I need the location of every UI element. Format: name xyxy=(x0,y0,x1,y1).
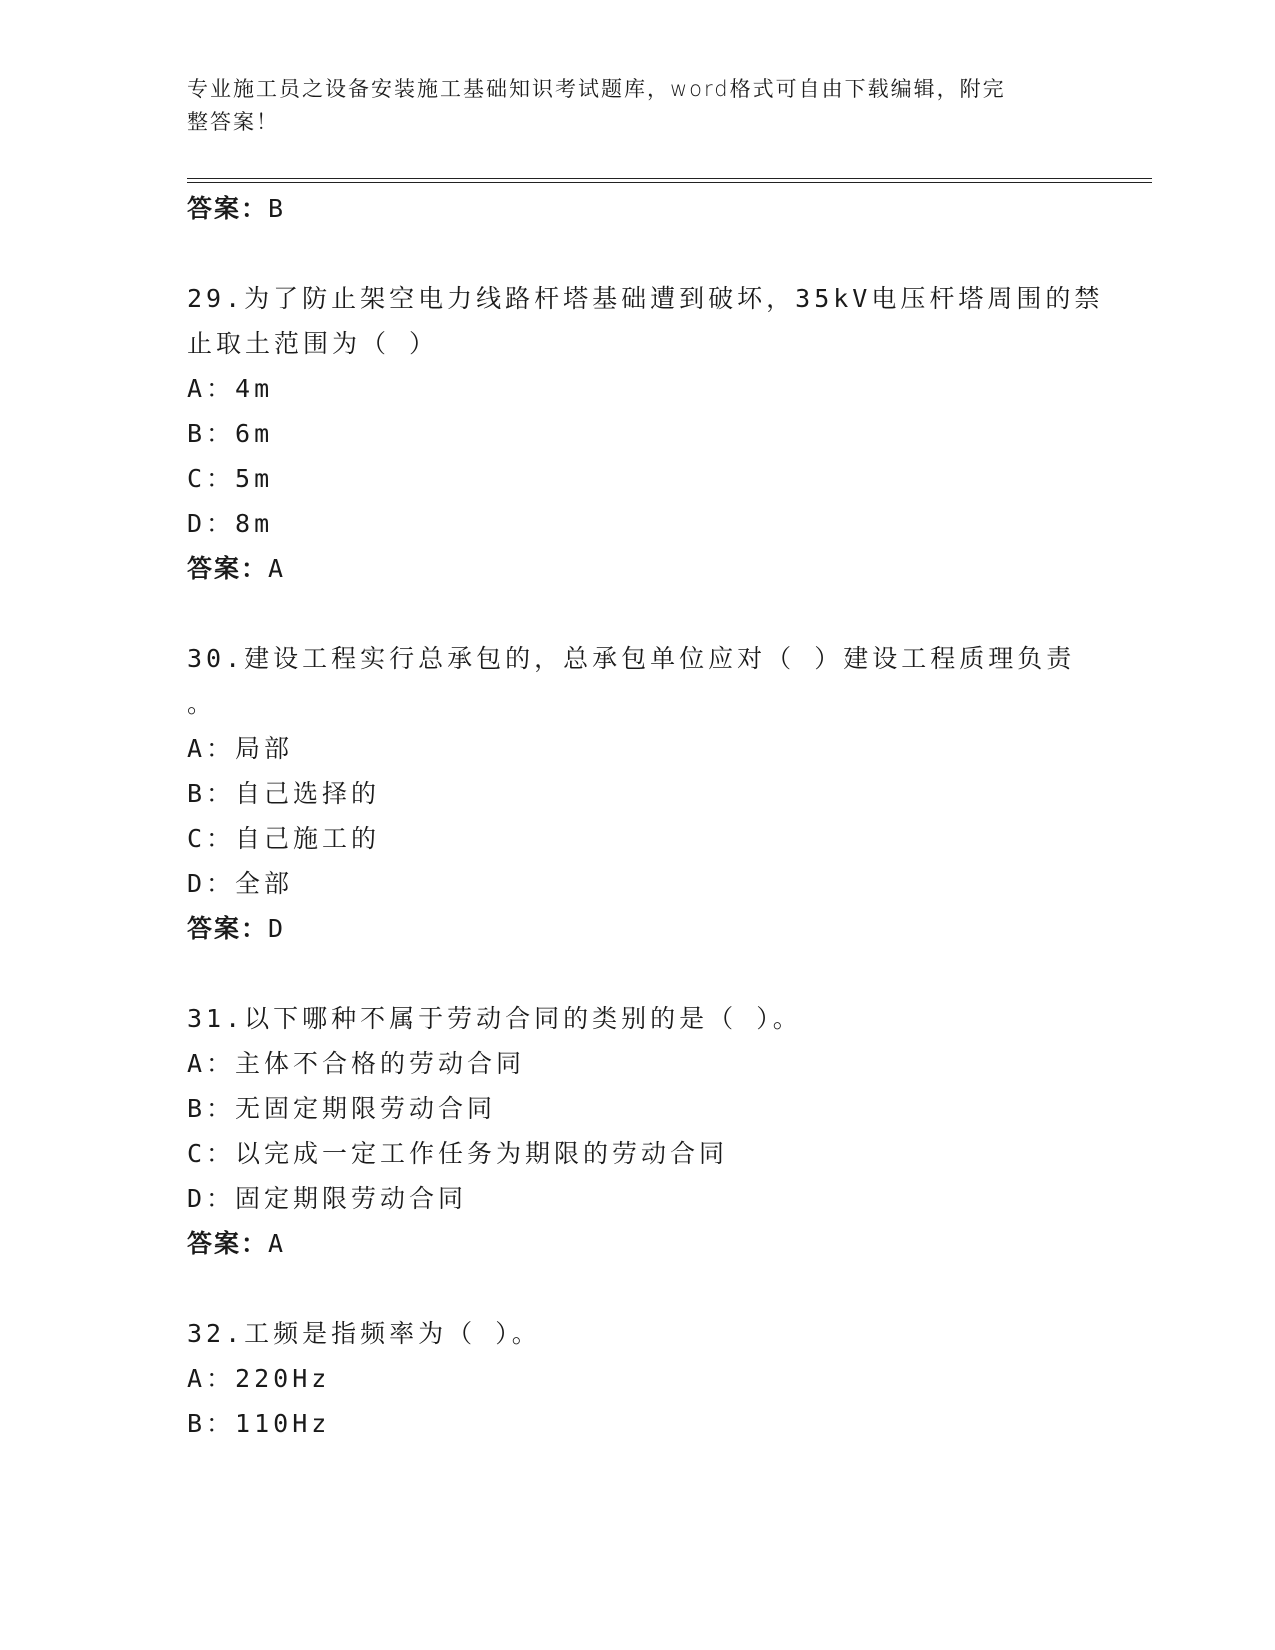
answer-line xyxy=(187,192,285,226)
answer-line xyxy=(187,552,285,586)
question-stem: 31.以下哪种不属于劳动合同的类别的是（ ）。 xyxy=(187,1004,802,1033)
option-d: D：全部 xyxy=(187,869,294,898)
answer-value: B xyxy=(268,194,286,223)
page-header xyxy=(187,73,1067,139)
answer-line xyxy=(187,912,285,946)
header-divider xyxy=(187,178,1152,183)
option-d: D：8m xyxy=(187,509,274,538)
option-a: A：4m xyxy=(187,374,274,403)
header-line-1: 专业施工员之设备安装施工基础知识考试题库，word格式可自由下载编辑，附完 xyxy=(187,77,1006,101)
option-a: A：局部 xyxy=(187,734,294,763)
question-stem: 32.工频是指频率为（ ）。 xyxy=(187,1319,541,1348)
option-b: B：6m xyxy=(187,419,274,448)
option-b: B：110Hz xyxy=(187,1409,331,1438)
question-stem-continued: 。 xyxy=(187,689,217,718)
question-stem-continued: 止取土范围为（ ） xyxy=(187,329,439,358)
answer-label: 答案： xyxy=(187,1229,269,1258)
option-b: B：无固定期限劳动合同 xyxy=(187,1094,497,1123)
option-d: D：固定期限劳动合同 xyxy=(187,1184,468,1213)
option-a: A：220Hz xyxy=(187,1364,331,1393)
option-c: C：5m xyxy=(187,464,274,493)
answer-value: A xyxy=(268,1229,286,1258)
answer-value: D xyxy=(268,914,286,943)
option-c: C：自己施工的 xyxy=(187,824,381,853)
answer-label: 答案： xyxy=(187,194,269,223)
answer-line xyxy=(187,1227,285,1261)
option-c: C：以完成一定工作任务为期限的劳动合同 xyxy=(187,1139,729,1168)
question-stem: 30.建设工程实行总承包的，总承包单位应对（ ）建设工程质理负责 xyxy=(187,644,1076,673)
option-a: A：主体不合格的劳动合同 xyxy=(187,1049,526,1078)
answer-label: 答案： xyxy=(187,554,269,583)
header-line-2: 整答案！ xyxy=(187,110,279,134)
answer-label: 答案： xyxy=(187,914,269,943)
question-stem: 29.为了防止架空电力线路杆塔基础遭到破坏，35kV电压杆塔周围的禁 xyxy=(187,284,1104,313)
answer-value: A xyxy=(268,554,286,583)
option-b: B：自己选择的 xyxy=(187,779,381,808)
